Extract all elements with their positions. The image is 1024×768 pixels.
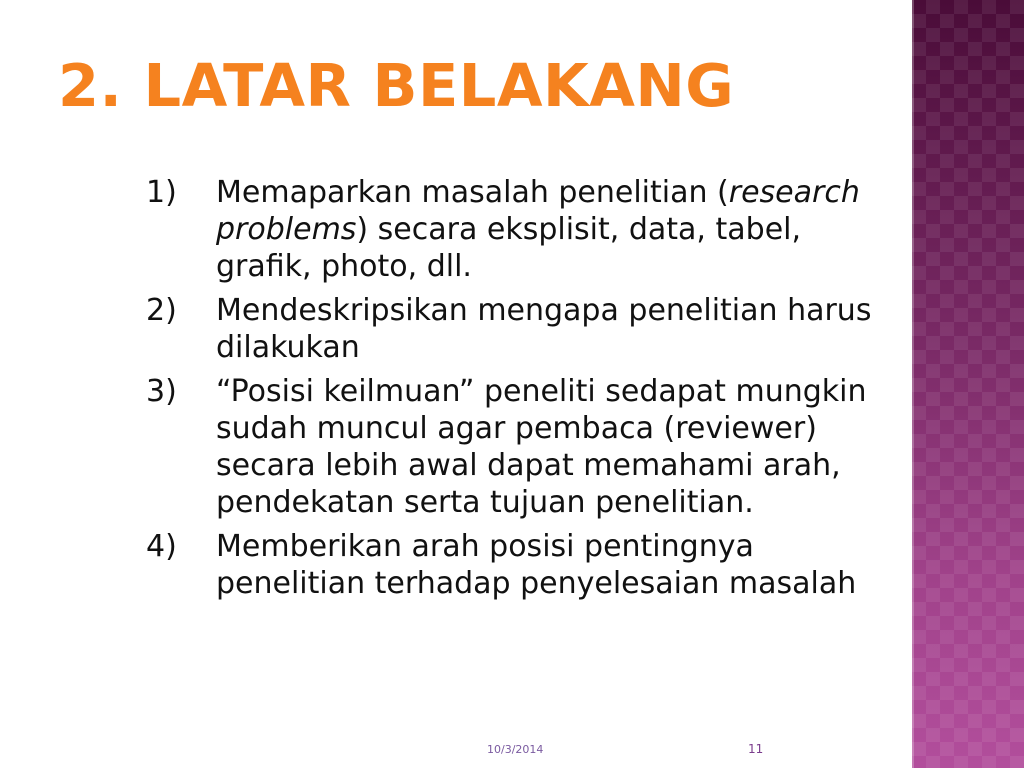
list-item-number: 1): [146, 175, 177, 210]
decorative-side-band: [912, 0, 1024, 768]
list-item: [146, 292, 906, 366]
list-item-number: 2): [146, 293, 177, 328]
list-item-text: [216, 174, 906, 285]
list-item-italic-term: research problems: [216, 175, 860, 247]
content-list: [146, 174, 906, 609]
list-item: [146, 174, 906, 285]
list-item: [146, 373, 906, 521]
slide-title: 2. LATAR BELAKANG: [58, 51, 735, 120]
list-item-text-end: ) secara eksplisit, data, tabel, grafik, photo, dll.: [216, 212, 802, 284]
list-item-text: “Posisi keilmuan” peneliti sedapat mungkin sudah muncul agar pembaca (reviewer) secara lebih awal dapat memahami arah, pendekatan serta tujuan penelitian.: [216, 374, 867, 520]
list-item-text: Memberikan arah posisi pentingnya penelitian terhadap penyelesaian masalah: [216, 529, 857, 601]
slide-number: 11: [748, 742, 764, 756]
footer-date: 10/3/2014: [487, 743, 544, 756]
list-item-number: 3): [146, 374, 177, 409]
list-item-text: Mendeskripsikan mengapa penelitian harus dilakukan: [216, 293, 872, 365]
list-item-number: 4): [146, 529, 177, 564]
list-item-text-start: Memaparkan masalah penelitian (: [216, 175, 729, 210]
list-item: [146, 528, 906, 602]
